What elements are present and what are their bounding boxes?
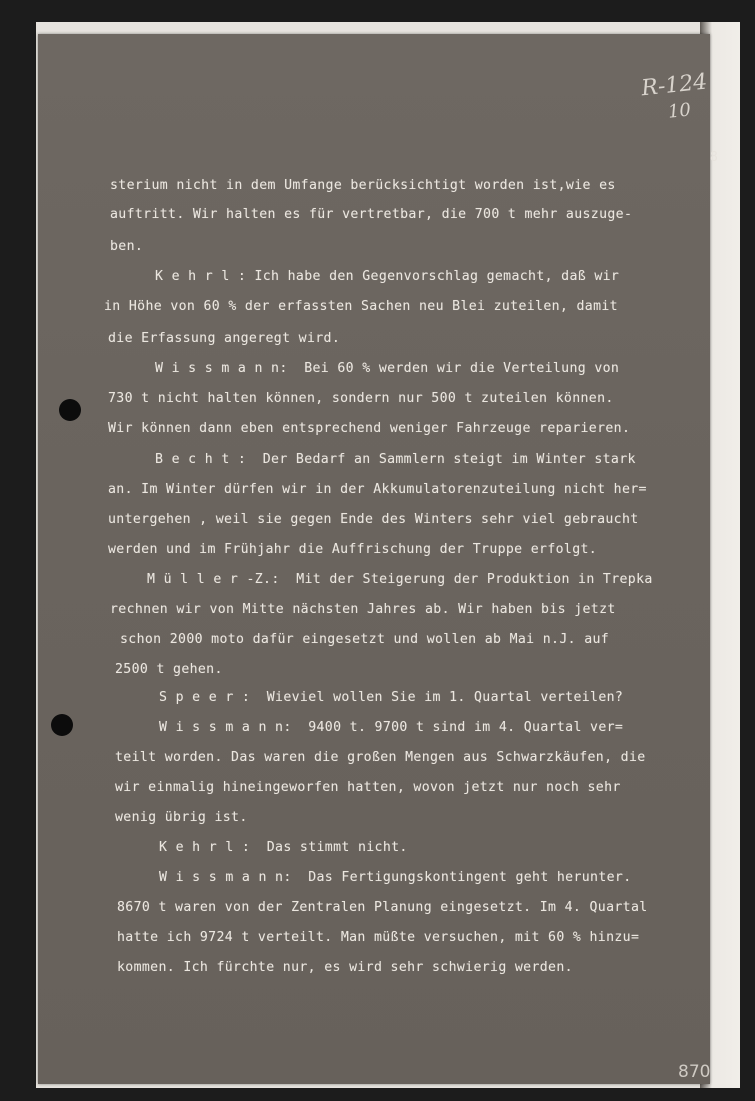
text-line: B e c h t : Der Bedarf an Sammlern steigt im Winter stark xyxy=(155,452,636,467)
text-line: auftritt. Wir halten es für vertretbar, die 700 t mehr auszuge- xyxy=(110,207,633,222)
annotation-line-1: R-124 xyxy=(640,69,709,102)
text-line: W i s s m a n n: Das Fertigungskontingent geht herunter. xyxy=(159,870,632,885)
text-line: schon 2000 moto dafür eingesetzt und wollen ab Mai n.J. auf xyxy=(120,632,610,647)
text-line: hatte ich 9724 t verteilt. Man müßte versuchen, mit 60 % hinzu= xyxy=(117,930,640,945)
text-line: rechnen wir von Mitte nächsten Jahres ab. Wir haben bis jetzt xyxy=(110,602,616,617)
text-line: S p e e r : Wieviel wollen Sie im 1. Quartal verteilen? xyxy=(159,690,624,705)
text-line: kommen. Ich fürchte nur, es wird sehr schwierig werden. xyxy=(117,960,573,975)
text-line: K e h r l : Ich habe den Gegenvorschlag gemacht, daß wir xyxy=(155,269,620,284)
text-line: 2500 t gehen. xyxy=(115,662,223,677)
archive-number: 870 xyxy=(678,1062,711,1082)
text-line: werden und im Frühjahr die Auffrischung der Truppe erfolgt. xyxy=(108,542,598,557)
annotation-line-2: 10 xyxy=(666,99,692,123)
text-line: in Höhe von 60 % der erfassten Sachen neu Blei zuteilen, damit xyxy=(104,299,618,314)
text-line: W i s s m a n n: 9400 t. 9700 t sind im 4. Quartal ver= xyxy=(159,720,624,735)
text-line: teilt worden. Das waren die großen Mengen aus Schwarzkäufen, die xyxy=(115,750,646,765)
text-line: ben. xyxy=(110,239,144,254)
text-line: K e h r l : Das stimmt nicht. xyxy=(159,840,408,855)
text-line: wenig übrig ist. xyxy=(115,810,248,825)
text-line: wir einmalig hineingeworfen hatten, wovon jetzt nur noch sehr xyxy=(115,780,621,795)
text-line: M ü l l e r -Z.: Mit der Steigerung der Produktion in Trepka xyxy=(147,572,653,587)
text-line: sterium nicht in dem Umfange berücksichtigt worden ist,wie es xyxy=(110,178,616,193)
text-line: Wir können dann eben entsprechend weniger Fahrzeuge reparieren. xyxy=(108,421,631,436)
text-line: an. Im Winter dürfen wir in der Akkumulatorenzuteilung nicht her= xyxy=(108,482,647,497)
text-line: die Erfassung angeregt wird. xyxy=(108,331,341,346)
page-number: 8 xyxy=(710,150,718,165)
text-line: untergehen , weil sie gegen Ende des Winters sehr viel gebraucht xyxy=(108,512,639,527)
text-line: W i s s m a n n: Bei 60 % werden wir die Verteilung von xyxy=(155,361,620,376)
text-line: 730 t nicht halten können, sondern nur 500 t zuteilen können. xyxy=(108,391,614,406)
text-line: 8670 t waren von der Zentralen Planung eingesetzt. Im 4. Quartal xyxy=(117,900,648,915)
